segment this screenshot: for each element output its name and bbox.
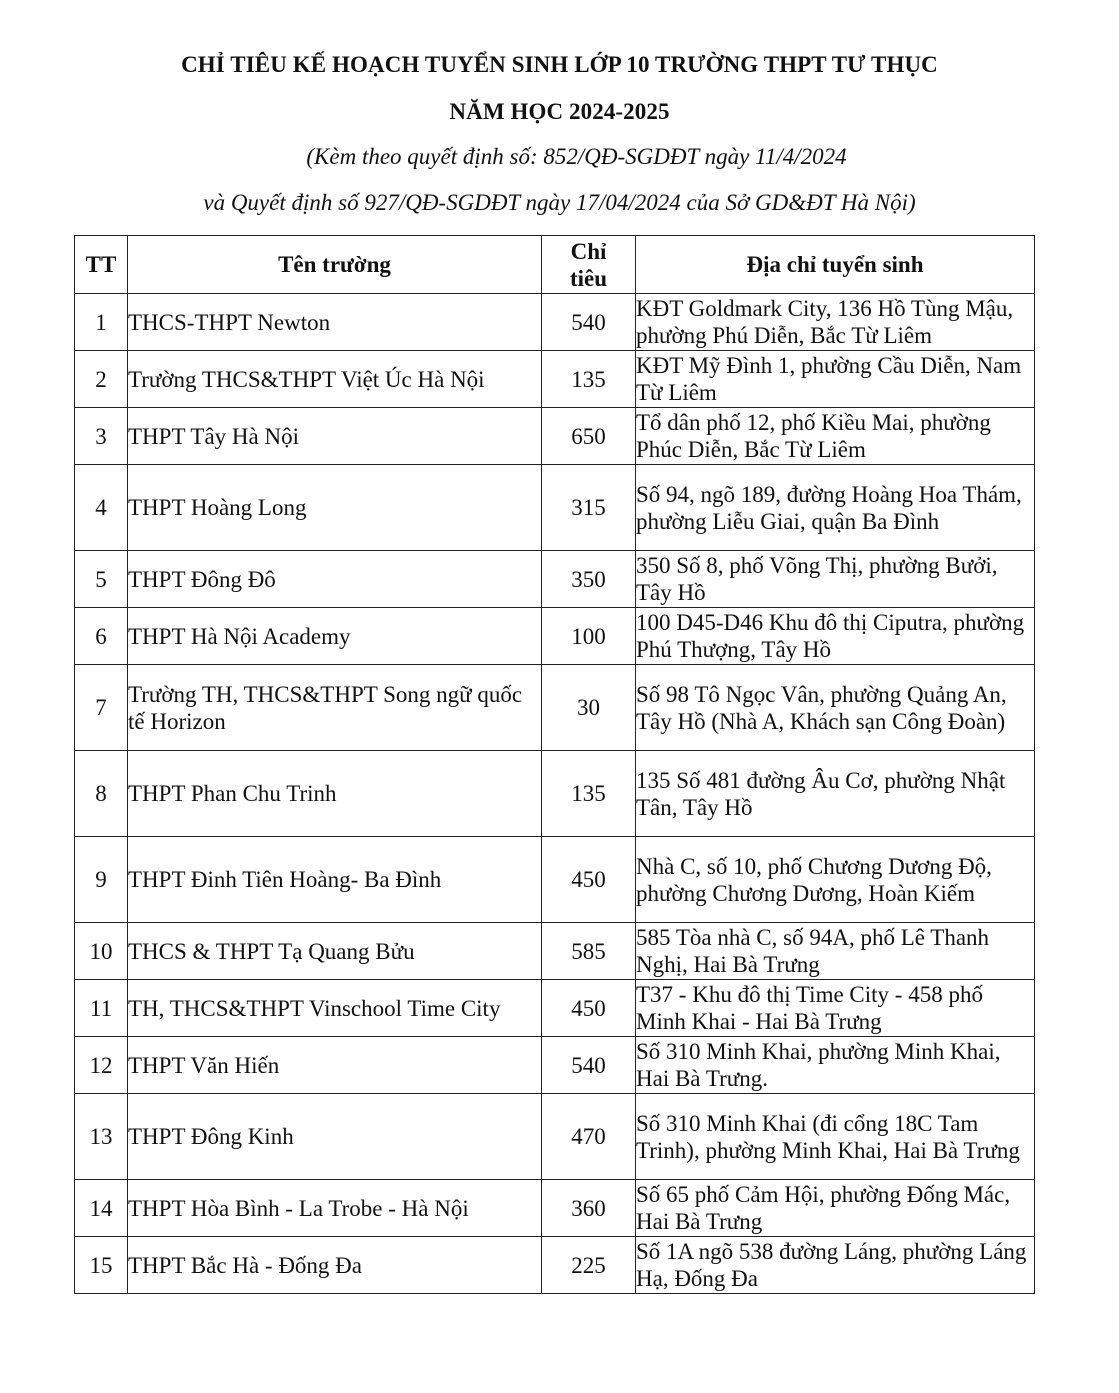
- school-name: THCS & THPT Tạ Quang Bửu: [128, 923, 542, 980]
- table-row: [75, 837, 1035, 923]
- school-address: T37 - Khu đô thị Time City - 458 phố Minh Khai - Hai Bà Trưng: [636, 980, 1035, 1037]
- header-quota-line-2: tiêu: [569, 265, 608, 291]
- school-address: 585 Tòa nhà C, số 94A, phố Lê Thanh Nghị, Hai Bà Trưng: [636, 923, 1035, 980]
- school-name: THPT Đông Kinh: [128, 1094, 542, 1180]
- school-name: TH, THCS&THPT Vinschool Time City: [128, 980, 542, 1037]
- school-name: THPT Hoàng Long: [128, 465, 542, 551]
- school-address: Số 94, ngõ 189, đường Hoàng Hoa Thám, phường Liễu Giai, quận Ba Đình: [636, 465, 1035, 551]
- table-row: [75, 294, 1035, 351]
- row-number: 12: [75, 1037, 128, 1094]
- school-address: 100 D45-D46 Khu đô thị Ciputra, phường Phú Thượng, Tây Hồ: [636, 608, 1035, 665]
- table-row: [75, 1037, 1035, 1094]
- school-name: THPT Phan Chu Trinh: [128, 751, 542, 837]
- school-name: Trường THCS&THPT Việt Úc Hà Nội: [128, 351, 542, 408]
- row-number: 3: [75, 408, 128, 465]
- row-number: 13: [75, 1094, 128, 1180]
- row-number: 8: [75, 751, 128, 837]
- table-row: [75, 465, 1035, 551]
- school-name: Trường TH, THCS&THPT Song ngữ quốc tế Horizon: [128, 665, 542, 751]
- table-row: [75, 351, 1035, 408]
- quota-value: 585: [542, 923, 636, 980]
- table-header-row: [75, 236, 1035, 294]
- document-subtitle-line-1: (Kèm theo quyết định số: 852/QĐ-SGDĐT ngày 11/4/2024: [306, 144, 847, 169]
- row-number: 1: [75, 294, 128, 351]
- row-number: 14: [75, 1180, 128, 1237]
- quota-value: 225: [542, 1237, 636, 1294]
- quota-value: 360: [542, 1180, 636, 1237]
- table-row: [75, 751, 1035, 837]
- header-quota: [542, 236, 636, 294]
- school-name: THCS-THPT Newton: [128, 294, 542, 351]
- quota-value: 540: [542, 1037, 636, 1094]
- school-address: 135 Số 481 đường Âu Cơ, phường Nhật Tân, Tây Hồ: [636, 751, 1035, 837]
- school-address: KĐT Mỹ Đình 1, phường Cầu Diễn, Nam Từ Liêm: [636, 351, 1035, 408]
- document-subtitle-line-2: và Quyết định số 927/QĐ-SGDĐT ngày 17/04/2024 của Sở GD&ĐT Hà Nội): [203, 190, 916, 215]
- table-row: [75, 1237, 1035, 1294]
- quota-value: 650: [542, 408, 636, 465]
- quota-value: 30: [542, 665, 636, 751]
- quota-value: 540: [542, 294, 636, 351]
- school-name: THPT Đông Đô: [128, 551, 542, 608]
- school-name: THPT Tây Hà Nội: [128, 408, 542, 465]
- school-address: Số 1A ngõ 538 đường Láng, phường Láng Hạ, Đống Đa: [636, 1237, 1035, 1294]
- row-number: 2: [75, 351, 128, 408]
- document-title-line-1: CHỈ TIÊU KẾ HOẠCH TUYỂN SINH LỚP 10 TRƯỜNG THPT TƯ THỤC: [181, 52, 938, 77]
- school-address: 350 Số 8, phố Võng Thị, phường Bưởi, Tây Hồ: [636, 551, 1035, 608]
- quota-value: 315: [542, 465, 636, 551]
- row-number: 6: [75, 608, 128, 665]
- row-number: 7: [75, 665, 128, 751]
- header-quota-line-1: Chỉ: [570, 238, 607, 264]
- document-title-line-2: NĂM HỌC 2024-2025: [449, 99, 670, 124]
- row-number: 10: [75, 923, 128, 980]
- row-number: 11: [75, 980, 128, 1037]
- row-number: 9: [75, 837, 128, 923]
- school-name: THPT Đinh Tiên Hoàng- Ba Đình: [128, 837, 542, 923]
- school-address: Số 98 Tô Ngọc Vân, phường Quảng An, Tây Hồ (Nhà A, Khách sạn Công Đoàn): [636, 665, 1035, 751]
- quota-value: 135: [542, 351, 636, 408]
- quota-value: 450: [542, 980, 636, 1037]
- school-address: Số 65 phố Cảm Hội, phường Đống Mác, Hai Bà Trưng: [636, 1180, 1035, 1237]
- table-row: [75, 408, 1035, 465]
- school-name: THPT Văn Hiến: [128, 1037, 542, 1094]
- quota-value: 450: [542, 837, 636, 923]
- school-address: Nhà C, số 10, phố Chương Dương Độ, phường Chương Dương, Hoàn Kiếm: [636, 837, 1035, 923]
- table-row: [75, 1180, 1035, 1237]
- quota-value: 100: [542, 608, 636, 665]
- table-row: [75, 1094, 1035, 1180]
- row-number: 4: [75, 465, 128, 551]
- school-address: Số 310 Minh Khai, phường Minh Khai, Hai Bà Trưng.: [636, 1037, 1035, 1094]
- school-address: Tổ dân phố 12, phố Kiều Mai, phường Phúc Diễn, Bắc Từ Liêm: [636, 408, 1035, 465]
- quota-value: 470: [542, 1094, 636, 1180]
- row-number: 15: [75, 1237, 128, 1294]
- school-name: THPT Hòa Bình - La Trobe - Hà Nội: [128, 1180, 542, 1237]
- school-address: Số 310 Minh Khai (đi cổng 18C Tam Trinh), phường Minh Khai, Hai Bà Trưng: [636, 1094, 1035, 1180]
- school-address: KĐT Goldmark City, 136 Hồ Tùng Mậu, phường Phú Diễn, Bắc Từ Liêm: [636, 294, 1035, 351]
- table-row: [75, 980, 1035, 1037]
- quota-value: 350: [542, 551, 636, 608]
- quota-value: 135: [542, 751, 636, 837]
- header-address: Địa chỉ tuyển sinh: [636, 236, 1035, 294]
- school-name: THPT Bắc Hà - Đống Đa: [128, 1237, 542, 1294]
- table-row: [75, 608, 1035, 665]
- header-school-name: Tên trường: [128, 236, 542, 294]
- table-row: [75, 923, 1035, 980]
- school-name: THPT Hà Nội Academy: [128, 608, 542, 665]
- header-tt: TT: [75, 236, 128, 294]
- admission-quota-table: [74, 235, 1035, 1294]
- row-number: 5: [75, 551, 128, 608]
- table-row: [75, 665, 1035, 751]
- table-row: [75, 551, 1035, 608]
